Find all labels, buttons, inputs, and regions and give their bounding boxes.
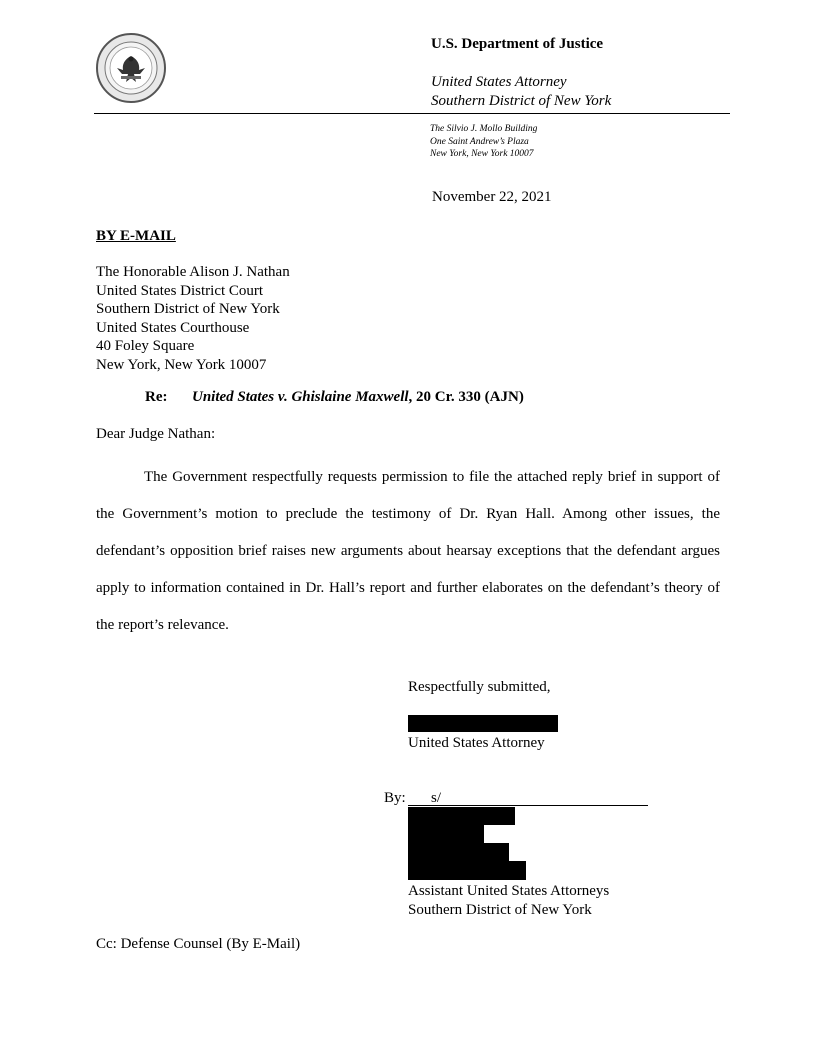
office-address [430,123,537,161]
re-label: Re: [145,389,168,405]
cc-line: Cc: Defense Counsel (By E-Mail) [96,936,301,952]
address-line-1: The Silvio J. Mollo Building [430,124,538,134]
recipient-line: The Honorable Alison J. Nathan [96,264,290,280]
letter-date: November 22, 2021 [432,189,552,205]
office-line-2: Southern District of New York [431,93,612,109]
recipient-line: New York, New York 10007 [96,356,267,373]
signature-line [408,790,648,806]
recipient-line: United States District Court [96,282,264,299]
department-name: U.S. Department of Justice [431,36,604,52]
address-line-3: New York, New York 10007 [430,149,534,159]
signer-title: United States Attorney [408,735,545,751]
recipient-address [96,263,290,374]
attorneys-line-1: Assistant United States Attorneys [408,883,610,899]
recipient-line: United States Courthouse [96,319,250,336]
closing: Respectfully submitted, [408,679,551,695]
attorneys-title [408,882,609,919]
salutation: Dear Judge Nathan: [96,426,216,442]
recipient-line: Southern District of New York [96,301,280,317]
redaction-box [408,861,526,880]
header-rule [94,113,730,114]
office-line-1: United States Attorney [431,74,567,90]
signature-mark: s/ [431,790,442,806]
case-name: United States v. Ghislaine Maxwell [192,389,409,405]
body-paragraph: The Government respectfully requests permission to file the attached reply brief in support of the Government’s motion to preclude the testimony of Dr. Ryan Hall. Among other issues, the defendant’s opposition brief raises new arguments about hearsay exceptions that the defendant argues apply to information contained in Dr. Hall’s report and further elaborates on the defendant’s theory of the report’s relevance. [96,469,720,633]
redaction-box [408,807,515,825]
re-subject [192,389,524,406]
doj-seal-logo [95,32,167,104]
office-name [431,73,611,111]
recipient-line: 40 Foley Square [96,338,195,354]
delivery-method: BY E-MAIL [96,228,176,244]
redaction-box [408,715,558,732]
redaction-box [408,825,484,843]
attorneys-line-2: Southern District of New York [408,901,592,918]
address-line-2: One Saint Andrew’s Plaza [430,136,529,147]
redaction-box [408,843,509,861]
by-label: By: [384,790,406,806]
case-number: , 20 Cr. 330 (AJN) [408,389,524,405]
